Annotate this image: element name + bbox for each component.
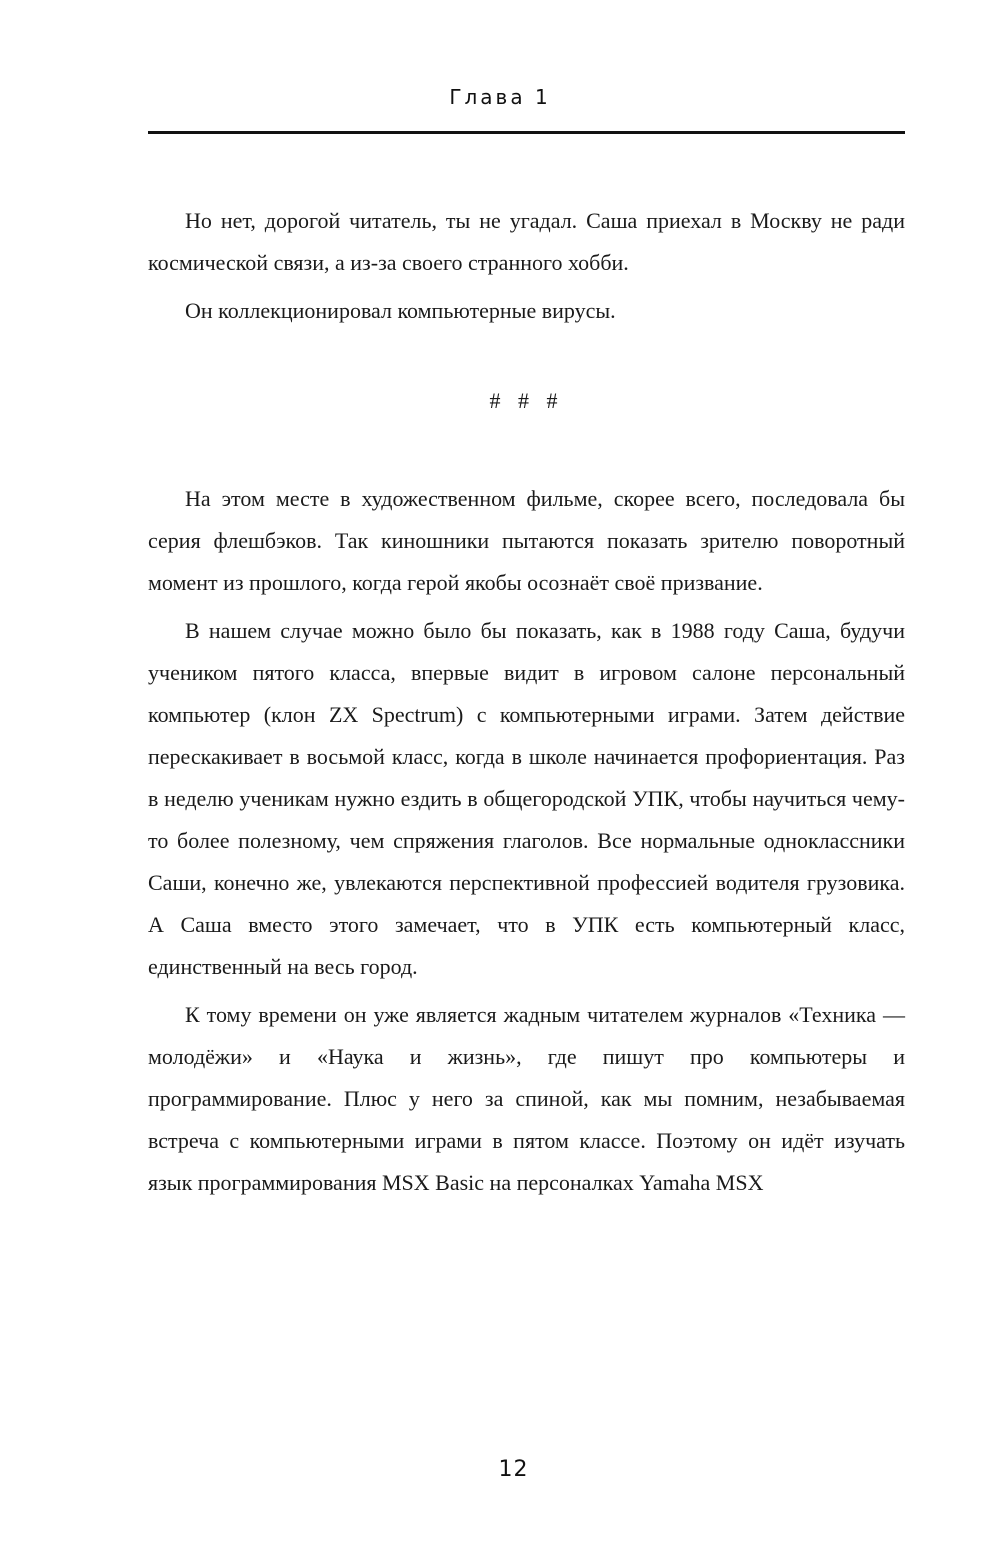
paragraph: На этом месте в художественном фильме, скорее всего, последовала бы серия флешбэков. Так киношники пытаются показать зрителю поворотный момент из прошлого, когда герой якобы осознаёт своё призвание. <box>148 486 905 595</box>
header-rule <box>148 131 905 134</box>
page-number: 12 <box>498 1457 529 1482</box>
section-break: # # # <box>489 388 564 413</box>
paragraph: Он коллекционировал компьютерные вирусы. <box>185 298 616 323</box>
chapter-heading: Глава 1 <box>449 85 551 109</box>
page-footer <box>148 1457 879 1482</box>
page-header <box>148 85 905 134</box>
body-text <box>148 200 905 1210</box>
paragraph: Но нет, дорогой читатель, ты не угадал. Саша приехал в Москву не ради космической связи, а из-за своего странного хобби. <box>148 208 905 275</box>
paragraph: В нашем случае можно было бы показать, как в 1988 году Саша, будучи учеником пятого класса, впервые видит в игровом салоне персональный компьютер (клон ZX Spectrum) с компьютерными играми. Затем действие перескакивает в восьмой класс, когда в школе начинается профориентация. Раз в неделю ученикам нужно ездить в общегородской УПК, чтобы научиться чему-то более полезному, чем спряжения глаголов. Все нормальные одноклассники Саши, конечно же, увлекаются перспективной профессией водителя грузовика. А Саша вместо этого замечает, что в УПК есть компьютерный класс, единственный на весь город. <box>148 618 905 979</box>
paragraph: К тому времени он уже является жадным читателем журналов «Техника — молодёжи» и «Наука и жизнь», где пишут про компьютеры и программирование. Плюс у него за спиной, как мы помним, незабываемая встреча с компьютерными играми в пятом классе. Поэтому он идёт изучать язык программирования MSX Basic на персоналках Yamaha MSX <box>148 1002 905 1195</box>
